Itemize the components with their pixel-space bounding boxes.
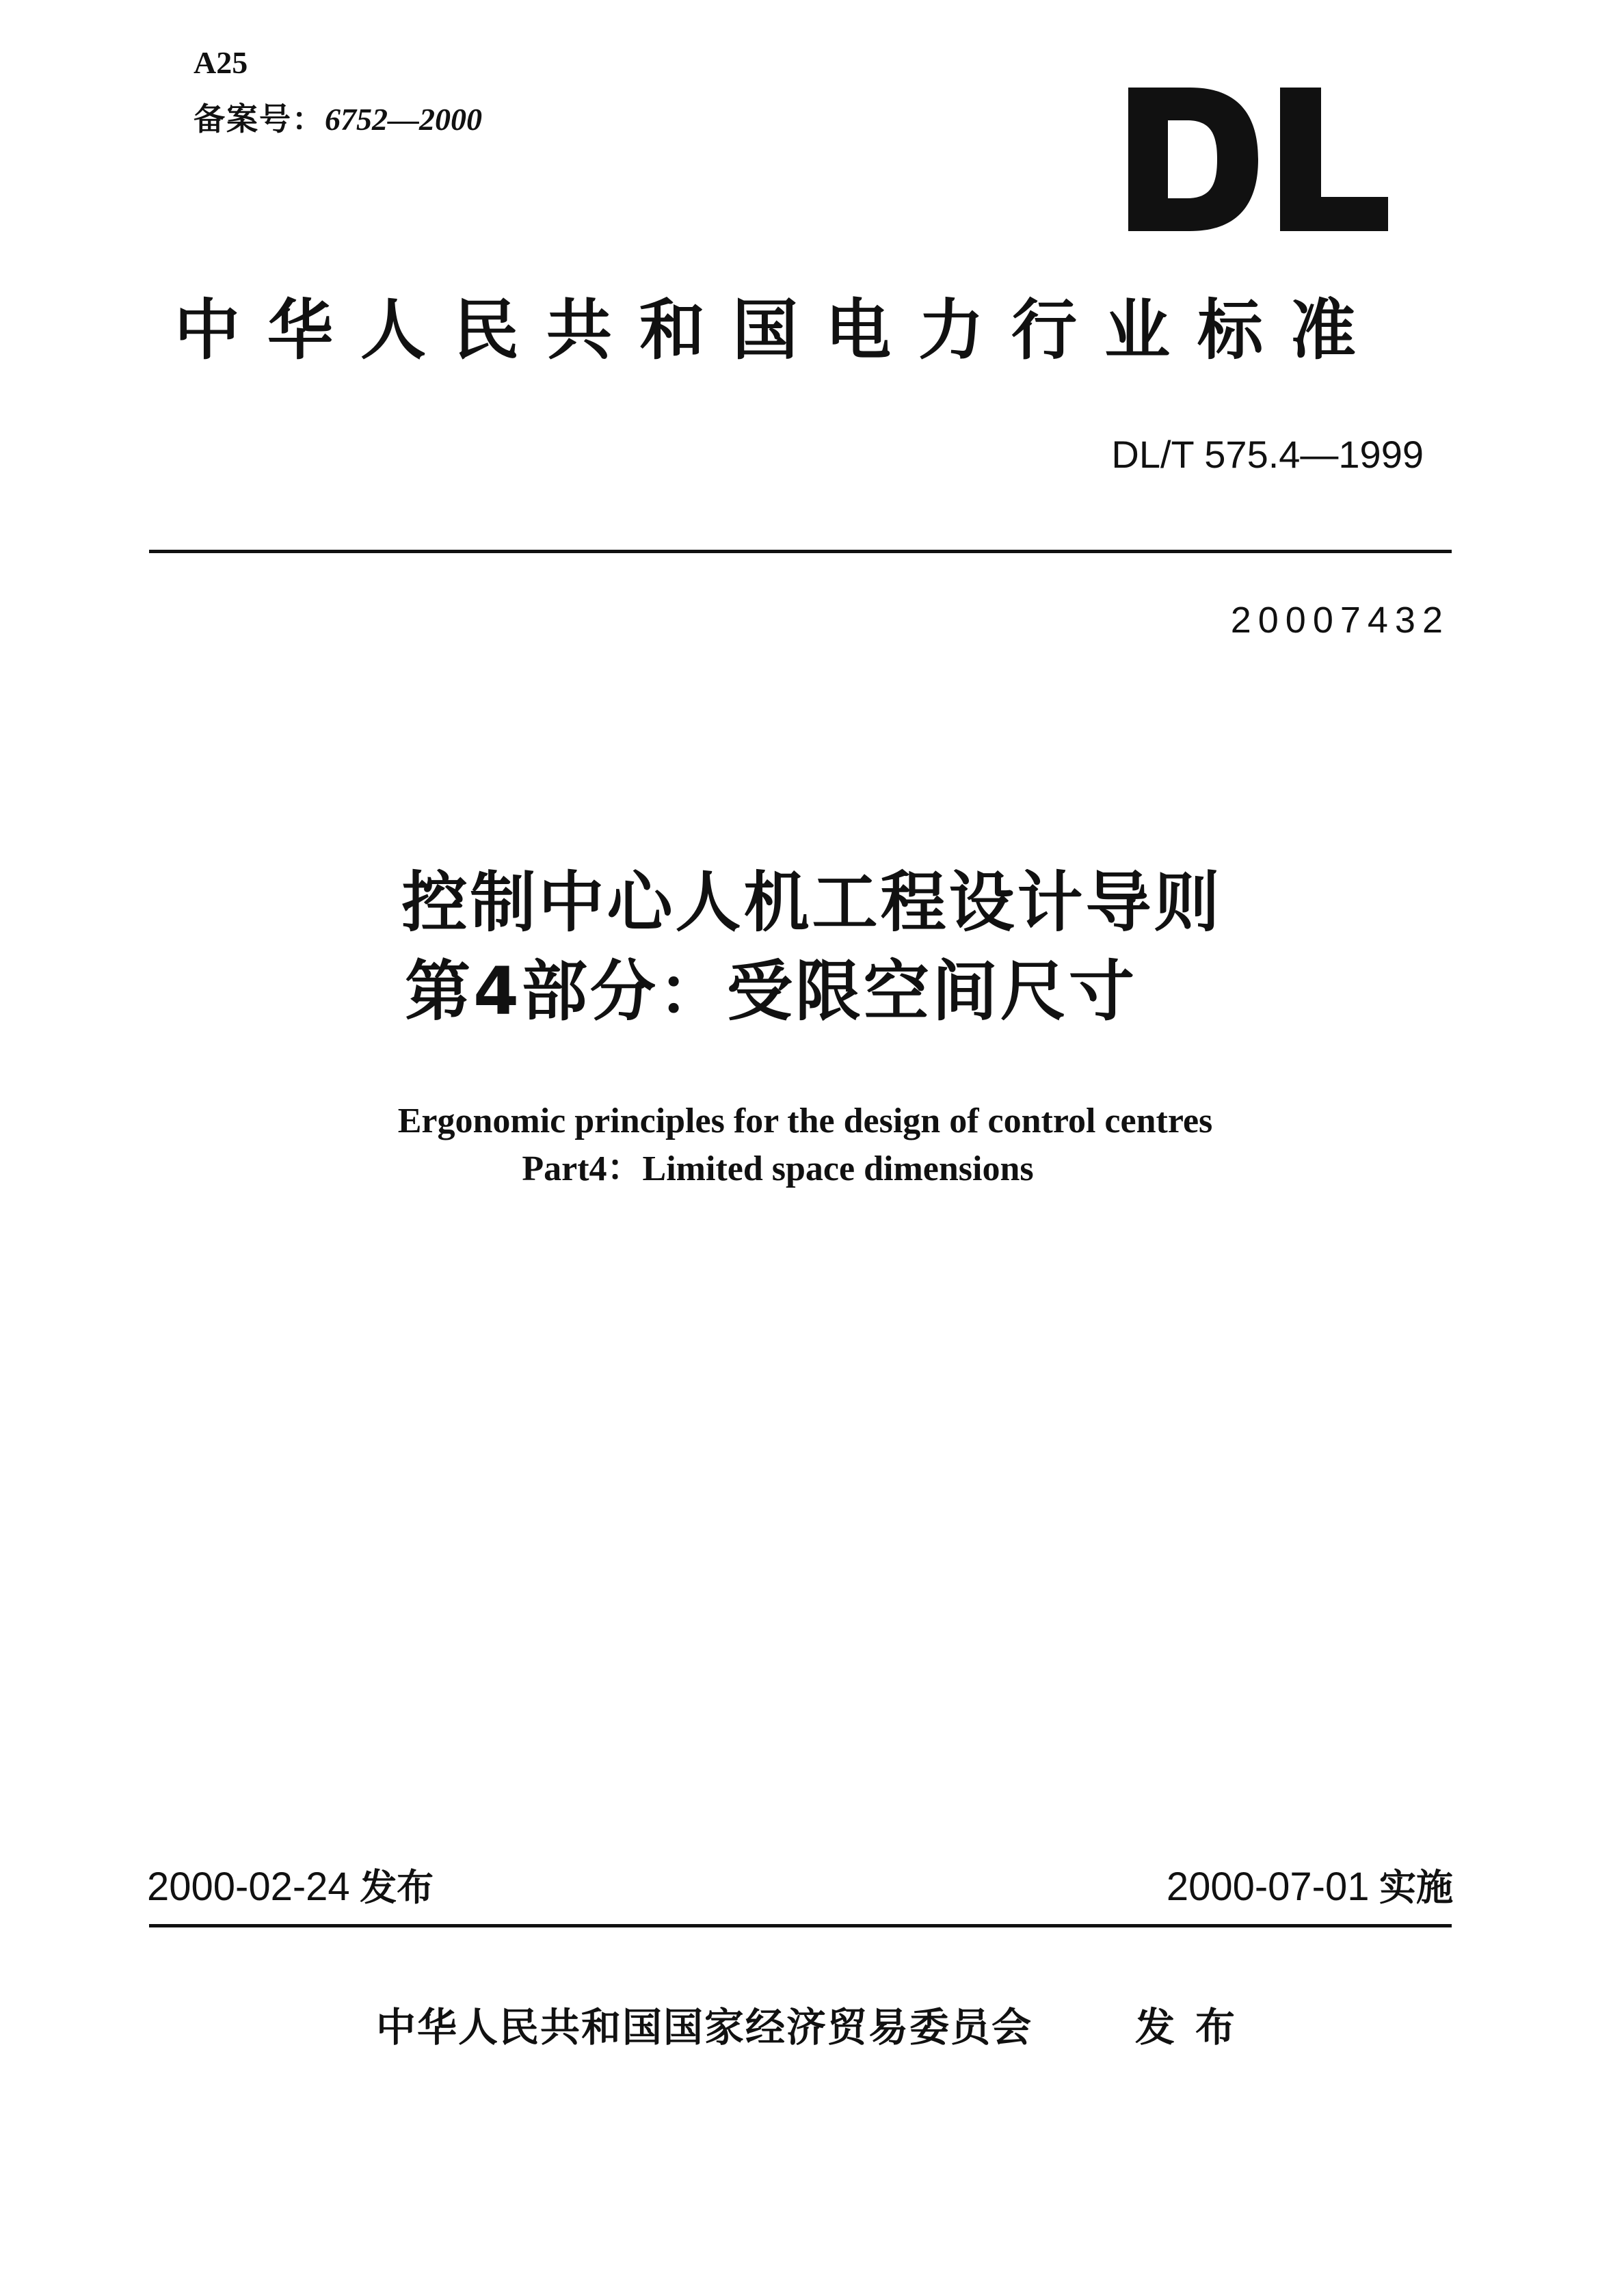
- filing-number: 6752—2000: [325, 102, 482, 137]
- effective-word: 实施: [1379, 1866, 1453, 1909]
- publisher: 中华人民共和国国家经济贸易委员会: [376, 2004, 1033, 2051]
- issue-date-line: [147, 1860, 434, 1915]
- filing-record: [194, 98, 482, 140]
- effective-date-line: [1167, 1860, 1453, 1915]
- dl-logo: [1128, 88, 1388, 231]
- title-en-line1: Ergonomic principles for the design of control centres: [397, 1102, 1213, 1140]
- title-en: [0, 1097, 1624, 1193]
- top-divider: [149, 550, 1452, 553]
- classification-code: A25: [194, 45, 248, 80]
- issue-word: 发布: [360, 1866, 434, 1909]
- standard-number: DL/T 575.4—1999: [1111, 433, 1424, 476]
- title-cn-line1: 控制中心人机工程设计导则: [401, 864, 1223, 941]
- publish-word: 发布: [1135, 2004, 1256, 2051]
- title-en-line2: Part4：Limited space dimensions: [522, 1149, 1034, 1188]
- title-cn-line2: 第4部分：受限空间尺寸: [405, 953, 1137, 1030]
- issue-date: 2000-02-24: [147, 1865, 350, 1909]
- standard-category: 中华人民共和国电力行业标准: [174, 292, 1383, 369]
- bottom-divider: [149, 1924, 1452, 1927]
- title-cn: [0, 858, 1624, 1036]
- effective-date: 2000-07-01: [1166, 1865, 1370, 1909]
- filing-label: 备案号：: [194, 101, 325, 137]
- catalog-number: 20007432: [1230, 600, 1450, 641]
